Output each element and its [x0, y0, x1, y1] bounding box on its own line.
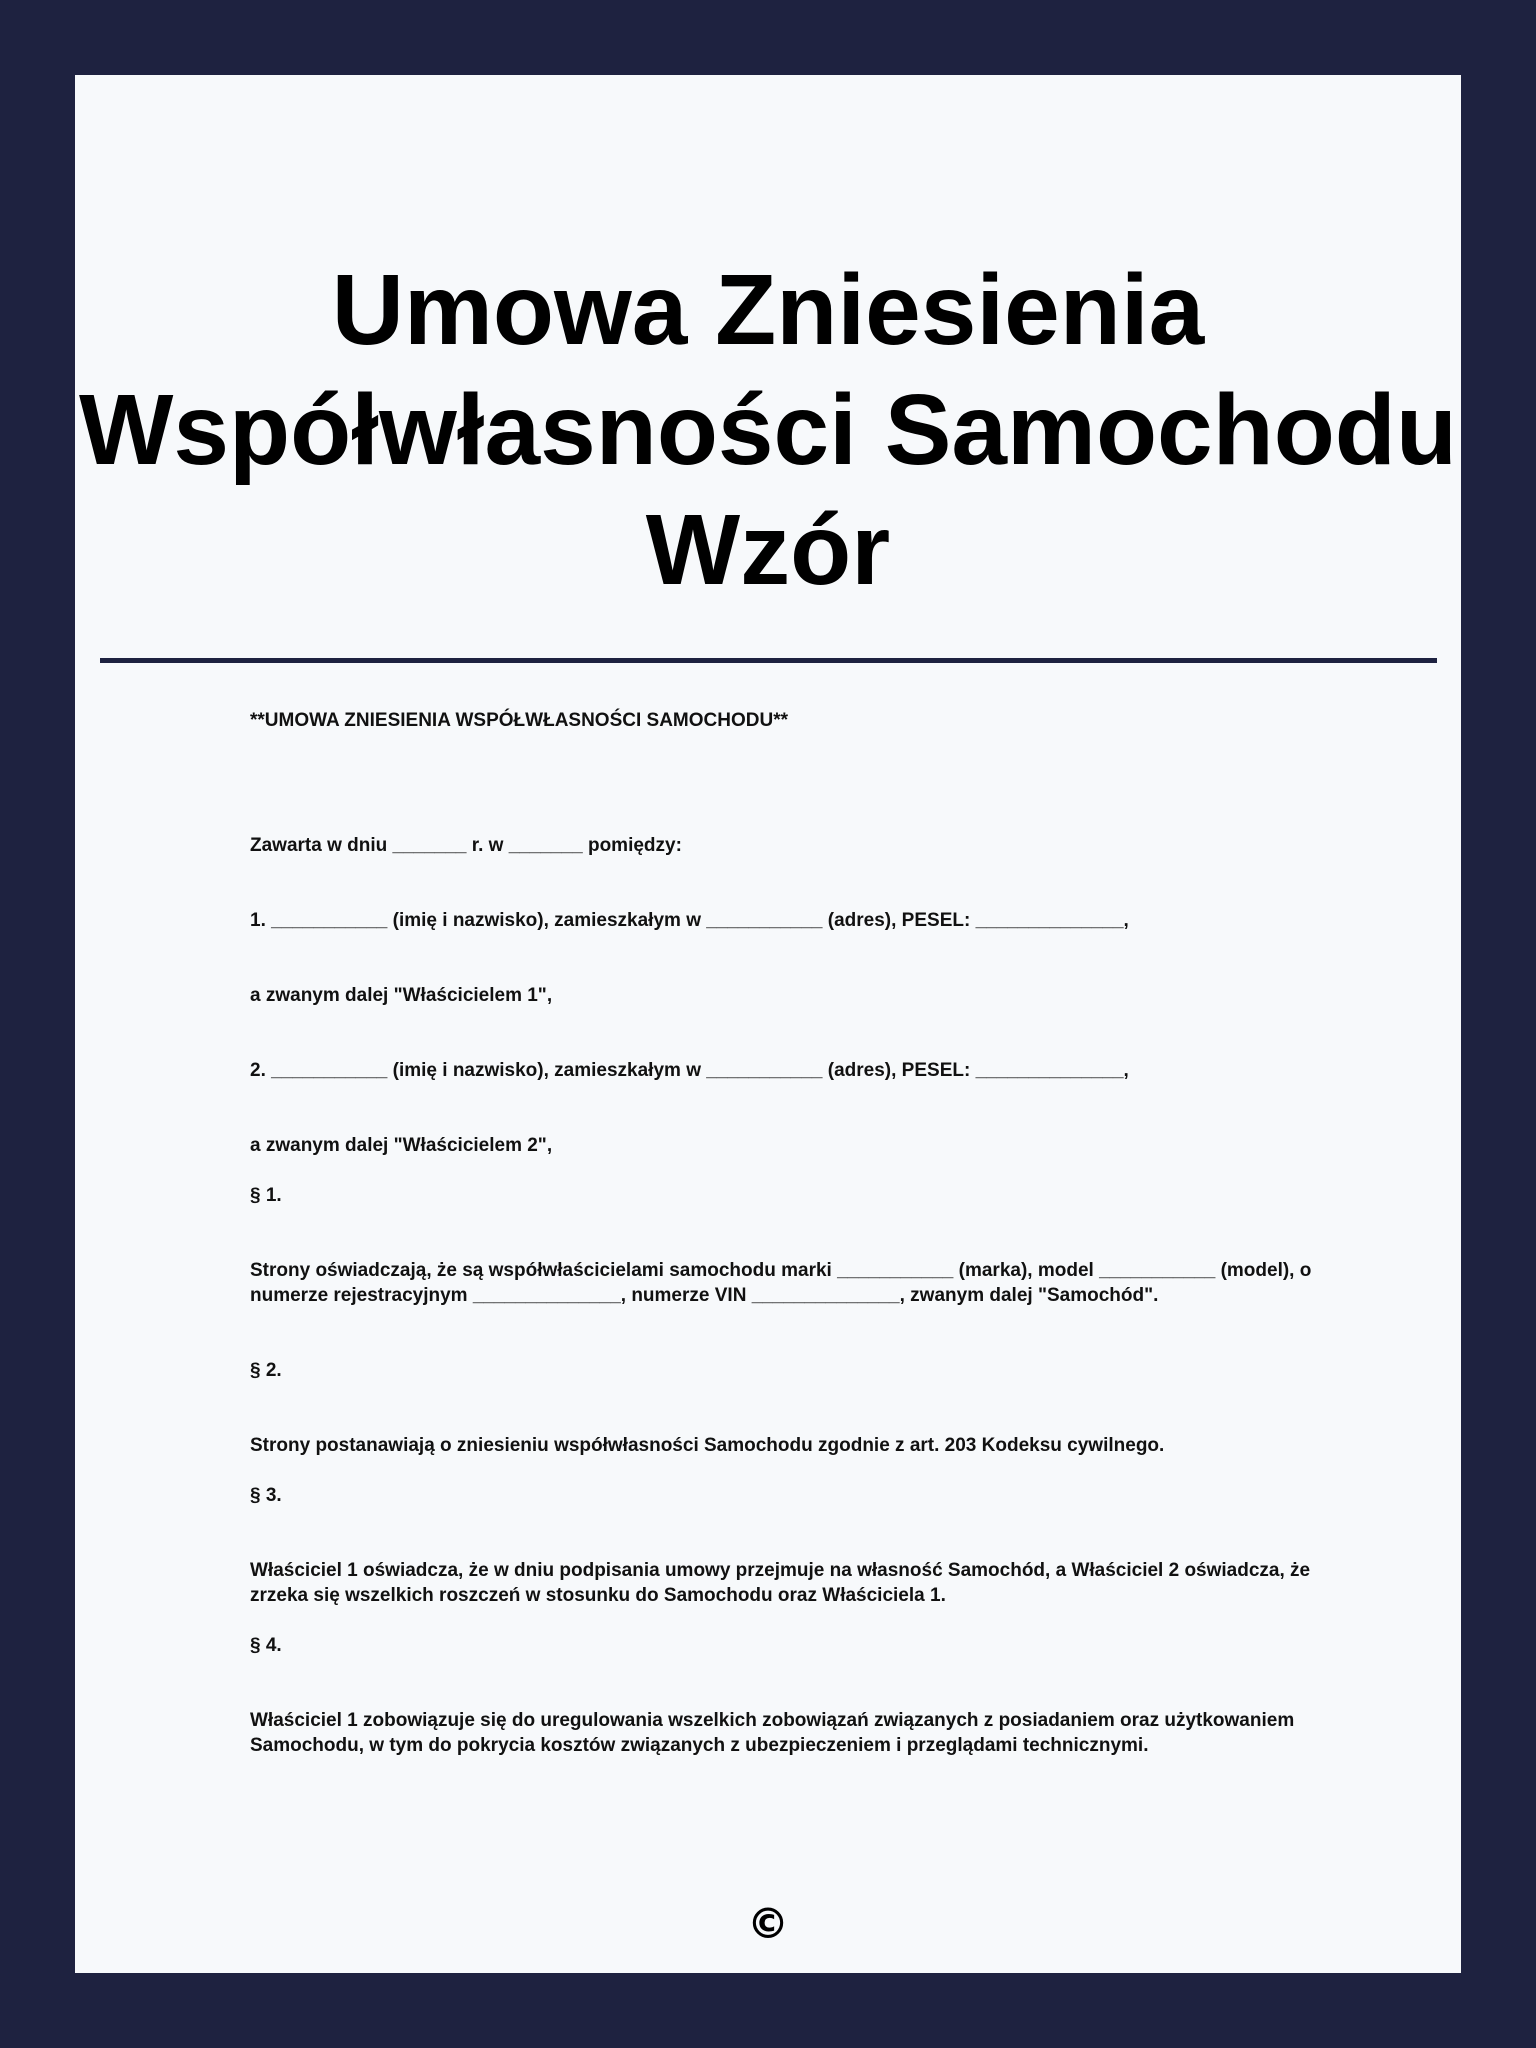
- section-1-label: § 1.: [250, 1185, 282, 1206]
- copyright-icon: ©: [747, 1899, 789, 1948]
- section-3-text: Właściciel 1 oświadcza, że w dniu podpisania umowy przejmuje na własność Samochód, a Właściciel 2 oświadcza, że zrzeka się wszelkich roszczeń w stosunku do Samochodu oraz Właściciela 1.: [250, 1560, 1316, 1606]
- document-title: Umowa Zniesienia Współwłasności Samochodu Wzór: [79, 254, 1457, 606]
- party-1-alias: a zwanym dalej "Właścicielem 1",: [250, 985, 553, 1006]
- party-2-line: 2. ___________ (imię i nazwisko), zamieszkałym w ___________ (adres), PESEL: ______________,: [250, 1060, 1129, 1081]
- party-1-line: 1. ___________ (imię i nazwisko), zamieszkałym w ___________ (adres), PESEL: ______________,: [250, 910, 1129, 931]
- section-3-label: § 3.: [250, 1485, 282, 1506]
- section-4-text: Właściciel 1 zobowiązuje się do uregulowania wszelkich zobowiązań związanych z posiadaniem oraz użytkowaniem Samochodu, w tym do pokrycia kosztów związanych z ubezpieczeniem i przeglądami technicznymi.: [250, 1710, 1300, 1756]
- document-page: [75, 75, 1461, 1973]
- section-2-text: Strony postanawiają o zniesieniu współwłasności Samochodu zgodnie z art. 203 Kodeksu cywilnego.: [250, 1435, 1165, 1456]
- intro-line: Zawarta w dniu _______ r. w _______ pomiędzy:: [250, 835, 682, 856]
- section-4-label: § 4.: [250, 1635, 282, 1656]
- contract-heading: **UMOWA ZNIESIENIA WSPÓŁWŁASNOŚCI SAMOCHODU**: [250, 710, 788, 731]
- party-2-alias: a zwanym dalej "Właścicielem 2",: [250, 1135, 553, 1156]
- section-1-text: Strony oświadczają, że są współwłaścicielami samochodu marki ___________ (marka), model ___________ (model), o numerze rejestracyjnym ______________, numerze VIN ______________, zwanym dalej "Samochód".: [250, 1260, 1317, 1306]
- section-2-label: § 2.: [250, 1360, 282, 1381]
- title-divider: [100, 658, 1437, 663]
